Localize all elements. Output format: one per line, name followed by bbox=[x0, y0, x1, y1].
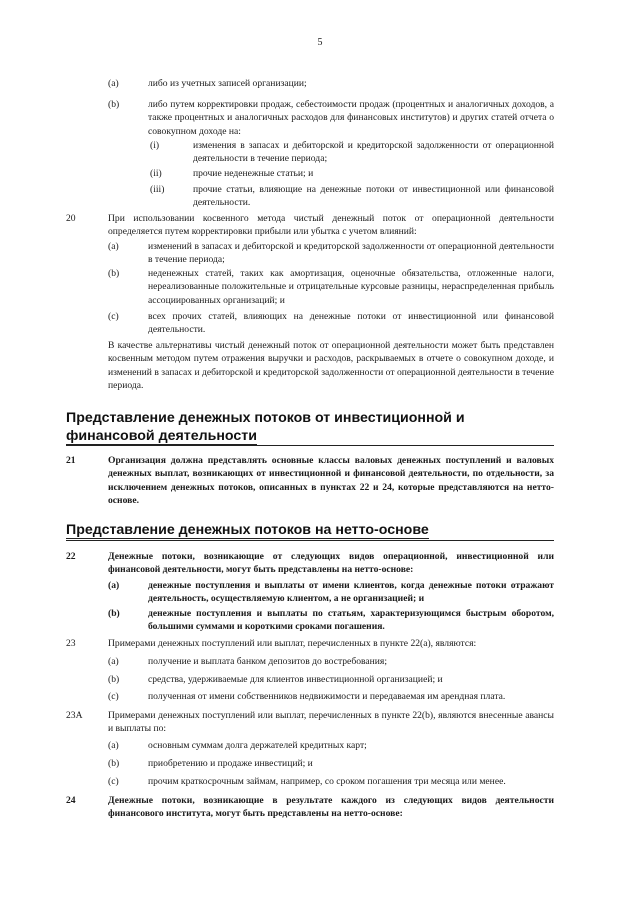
item-text: изменений в запасах и дебиторской и кредиторской задолженности от операционной деятельности в течение периода; bbox=[148, 241, 554, 266]
item-label: (c) bbox=[108, 311, 119, 322]
item-text: средства, удерживаемые для клиентов инвестиционной организацией; и bbox=[148, 674, 443, 685]
item-label: (b) bbox=[108, 268, 120, 279]
sub-item-text: изменения в запасах и дебиторской и кредиторской задолженности от операционной деятельности в течение периода; bbox=[193, 140, 554, 165]
item-text: денежные поступления и выплаты по статьям, характеризующимся быстрым оборотом, большими суммами и короткими сроками погашения. bbox=[148, 608, 554, 633]
section-rule bbox=[66, 540, 554, 541]
paragraph-text: Организация должна представлять основные классы валовых денежных поступлений и валовых денежных выплат, возникающих от инвестиционной и финансовой деятельности, по отдельности, за исключением денежных потоков, описанных в пунктах 22 и 24, которые представляются на нетто-основе. bbox=[108, 455, 554, 507]
item-label: (b) bbox=[108, 99, 120, 110]
item-text: неденежных статей, таких как амортизация, оценочные обязательства, отложенные налоги, нереализованные положительные и отрицательные курсовые разницы, нераспределенная прибыль ассоциированных организаций; и bbox=[148, 268, 554, 306]
section-heading bbox=[66, 521, 554, 539]
item-label: (b) bbox=[108, 758, 120, 769]
item-label: (a) bbox=[108, 740, 119, 751]
sub-item-label: (ii) bbox=[150, 168, 162, 179]
paragraph-number: 24 bbox=[66, 795, 76, 806]
item-label: (b) bbox=[108, 608, 120, 619]
sub-item-label: (iii) bbox=[150, 184, 165, 195]
paragraph-text: При использовании косвенного метода чистый денежный поток от операционной деятельности определяется путем корректировки прибыли или убытка с учетом влияний: bbox=[108, 213, 554, 238]
paragraph-text: Примерами денежных поступлений или выплат, перечисленных в пункте 22(a), являются: bbox=[108, 638, 477, 649]
paragraph-text: В качестве альтернативы чистый денежный поток от операционной деятельности может быть представлен косвенным методом путем отражения выручки и расходов, раскрываемых в отчете о совокупном доходе, и изменений в запасах и дебиторской и кредиторской задолженности от операционной деятельности в течение периода. bbox=[108, 340, 554, 392]
item-text: либо путем корректировки продаж, себестоимости продаж (процентных и аналогичных доходов, а также процентных и аналогичных расходов для финансовых институтов) и других статей отчета о совокупном доходе на: bbox=[148, 99, 554, 137]
paragraph-number: 22 bbox=[66, 551, 76, 562]
item-label: (a) bbox=[108, 580, 120, 591]
paragraph-number: 21 bbox=[66, 455, 76, 466]
paragraph-text: Денежные потоки, возникающие от следующих видов операционной, инвестиционной или финансовой деятельности, могут быть представлены на нетто-основе: bbox=[108, 551, 554, 576]
item-label: (c) bbox=[108, 776, 119, 787]
paragraph-text: Денежные потоки, возникающие в результате каждого из следующих видов деятельности финансового института, могут быть представлены на нетто-основе: bbox=[108, 795, 554, 820]
section-heading-text: финансовой деятельности bbox=[66, 428, 257, 444]
paragraph-text: Примерами денежных поступлений или выплат, перечисленных в пункте 22(b), являются внесенные авансы и выплаты по: bbox=[108, 710, 554, 735]
item-label: (a) bbox=[108, 241, 119, 252]
item-text: всех прочих статей, влияющих на денежные потоки от инвестиционной или финансовой деятельности. bbox=[148, 311, 554, 336]
sub-item-label: (i) bbox=[150, 140, 160, 151]
item-label: (a) bbox=[108, 656, 119, 667]
section-heading-text: Представление денежных потоков на нетто-основе bbox=[66, 522, 429, 538]
item-text: прочим краткосрочным займам, например, со сроком погашения три месяца или менее. bbox=[148, 776, 506, 787]
section-heading-line: Представление денежных потоков от инвестиционной и bbox=[66, 410, 465, 426]
item-text: денежные поступления и выплаты от имени клиентов, когда денежные потоки отражают деятельность, осуществляемую клиентом, а не организацией; и bbox=[148, 580, 554, 605]
paragraph-number: 20 bbox=[66, 213, 76, 224]
item-text: полученная от имени собственников недвижимости и передаваемая им арендная плата. bbox=[148, 691, 506, 702]
item-label: (c) bbox=[108, 691, 119, 702]
item-text: приобретению и продаже инвестиций; и bbox=[148, 758, 313, 769]
item-label: (b) bbox=[108, 674, 120, 685]
paragraph-number: 23A bbox=[66, 710, 83, 721]
page-number: 5 bbox=[317, 37, 323, 48]
sub-item-text: прочие статьи, влияющие на денежные потоки от инвестиционной или финансовой деятельности. bbox=[193, 184, 554, 209]
section-rule bbox=[66, 445, 554, 446]
paragraph-number: 23 bbox=[66, 638, 76, 649]
section-heading bbox=[66, 409, 554, 445]
item-label: (a) bbox=[108, 78, 119, 89]
item-text: получение и выплата банком депозитов до востребования; bbox=[148, 656, 388, 667]
item-text: либо из учетных записей организации; bbox=[148, 78, 307, 89]
item-text: основным суммам долга держателей кредитных карт; bbox=[148, 740, 367, 751]
sub-item-text: прочие неденежные статьи; и bbox=[193, 168, 314, 179]
section-heading-line bbox=[66, 427, 554, 445]
